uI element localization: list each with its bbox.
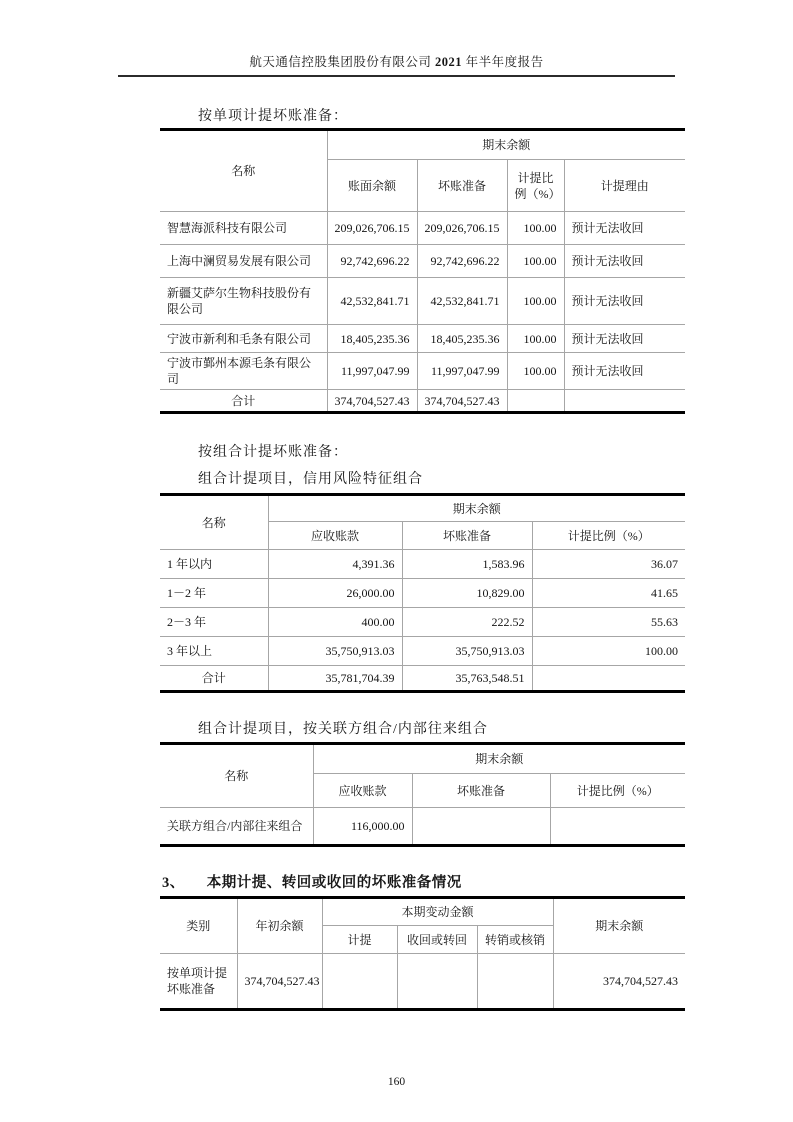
- col-header-accounts-receivable: 应收账款: [268, 522, 402, 550]
- report-header: [118, 0, 675, 77]
- related-party-portfolio-table: [160, 742, 685, 847]
- cell-category: [160, 954, 237, 1010]
- table-row: [160, 637, 685, 666]
- table-header-row: [160, 898, 685, 926]
- cell-total-label: 合计: [160, 390, 327, 413]
- section3-intro: 组合计提项目，按关联方组合/内部往来组合: [198, 722, 488, 737]
- cell-reason: 预计无法收回: [564, 245, 685, 278]
- cell-ratio: 100.00: [507, 278, 564, 325]
- table-total-row: [160, 666, 685, 692]
- cell-bad-debt: 11,997,047.99: [417, 353, 507, 390]
- col-group-header-ending-balance: 期末余额: [268, 495, 685, 522]
- col-header-provision-ratio: [507, 160, 564, 212]
- cell-receivable: 400.00: [268, 608, 402, 637]
- cell-aging-bucket: 2－3 年: [160, 608, 268, 637]
- table-row: [160, 808, 685, 846]
- cell-book-balance: 11,997,047.99: [327, 353, 417, 390]
- cell-name: 宁波市鄞州本源毛条有限公司: [160, 353, 327, 390]
- col-header-bad-debt-provision: 坏账准备: [412, 774, 550, 808]
- cell-book-balance: 18,405,235.36: [327, 325, 417, 353]
- cell-ratio: 55.63: [532, 608, 685, 637]
- cell-total-book-balance: 374,704,527.43: [327, 390, 417, 413]
- table-row: [160, 278, 685, 325]
- cell-bad-debt: 92,742,696.22: [417, 245, 507, 278]
- table-header-row: [160, 744, 685, 774]
- table-row: [160, 245, 685, 278]
- table-header-row: [160, 130, 685, 160]
- cell-reason: 预计无法收回: [564, 278, 685, 325]
- cell-name: 上海中澜贸易发展有限公司: [160, 245, 327, 278]
- col-header-recovered-reversed: 收回或转回: [397, 926, 477, 954]
- cell-total-receivable: 35,781,704.39: [268, 666, 402, 692]
- col-header-category: 类别: [160, 898, 237, 954]
- cell-book-balance: 92,742,696.22: [327, 245, 417, 278]
- table-row: [160, 212, 685, 245]
- section1-intro: 按单项计提坏账准备：: [198, 109, 348, 124]
- cell-ratio: 100.00: [507, 325, 564, 353]
- cell-bad-debt: 35,750,913.03: [402, 637, 532, 666]
- cell-ratio: 100.00: [507, 212, 564, 245]
- cell-total-reason: [564, 390, 685, 413]
- cell-recovered-reversed: [397, 954, 477, 1010]
- col-group-header-ending-balance: 期末余额: [313, 744, 685, 774]
- cell-total-ratio: [507, 390, 564, 413]
- cell-ratio: [550, 808, 685, 846]
- aging-portfolio-table: [160, 493, 685, 693]
- cell-bad-debt: 209,026,706.15: [417, 212, 507, 245]
- section2-intro2: 组合计提项目，信用风险特征组合: [198, 472, 423, 487]
- cell-ending-balance: 374,704,527.43: [553, 954, 685, 1010]
- table-row: [160, 954, 685, 1010]
- report-header-title: [118, 52, 675, 77]
- cell-aging-bucket: 3 年以上: [160, 637, 268, 666]
- cell-written-off: [477, 954, 553, 1010]
- cell-category-line2: 坏账准备: [167, 982, 216, 996]
- cell-total-ratio: [532, 666, 685, 692]
- cell-ratio: 100.00: [532, 637, 685, 666]
- cell-total-bad-debt: 374,704,527.43: [417, 390, 507, 413]
- col-header-bad-debt-provision: 坏账准备: [417, 160, 507, 212]
- table-row: [160, 608, 685, 637]
- page-number: 160: [387, 1076, 406, 1088]
- cell-receivable: 116,000.00: [313, 808, 412, 846]
- report-header-title-year: 2021: [435, 55, 462, 69]
- cell-ratio: 100.00: [507, 245, 564, 278]
- cell-bad-debt: 10,829.00: [402, 579, 532, 608]
- cell-category-line1: 按单项计提: [167, 966, 228, 980]
- cell-name: 宁波市新利和毛条有限公司: [160, 325, 327, 353]
- cell-bad-debt: 1,583.96: [402, 550, 532, 579]
- table-row: [160, 325, 685, 353]
- col-header-name: 名称: [160, 130, 327, 212]
- col-header-name: 名称: [160, 744, 313, 808]
- col-header-ending-balance: 期末余额: [553, 898, 685, 954]
- cell-reason: 预计无法收回: [564, 212, 685, 245]
- cell-reason: 预计无法收回: [564, 353, 685, 390]
- table-row: [160, 579, 685, 608]
- col-header-accounts-receivable: 应收账款: [313, 774, 412, 808]
- cell-ratio: 100.00: [507, 353, 564, 390]
- report-header-title-suffix: 年半年度报告: [462, 55, 544, 69]
- section4-heading: [162, 874, 793, 892]
- cell-book-balance: 209,026,706.15: [327, 212, 417, 245]
- cell-provision: [322, 954, 397, 1010]
- provision-movement-table: [160, 896, 685, 1011]
- col-header-bad-debt-provision: 坏账准备: [402, 522, 532, 550]
- cell-aging-bucket: 1－2 年: [160, 579, 268, 608]
- section4-number: 3、: [162, 875, 185, 891]
- section2-intro1: 按组合计提坏账准备：: [198, 445, 348, 460]
- col-header-provision-ratio: 计提比例（%）: [550, 774, 685, 808]
- cell-bad-debt: [412, 808, 550, 846]
- cell-aging-bucket: 1 年以内: [160, 550, 268, 579]
- cell-ratio: 36.07: [532, 550, 685, 579]
- table-row: [160, 353, 685, 390]
- cell-bad-debt: 42,532,841.71: [417, 278, 507, 325]
- col-header-book-balance: 账面余额: [327, 160, 417, 212]
- col-header-provision: 计提: [322, 926, 397, 954]
- col-header-provision-ratio-line1: 计提比: [517, 170, 554, 185]
- cell-receivable: 26,000.00: [268, 579, 402, 608]
- col-header-name: 名称: [160, 495, 268, 550]
- section4-heading-text: 本期计提、转回或收回的坏账准备情况: [206, 875, 462, 891]
- individual-provision-table: [160, 128, 685, 414]
- cell-total-bad-debt: 35,763,548.51: [402, 666, 532, 692]
- col-header-beginning-balance: 年初余额: [237, 898, 322, 954]
- report-header-title-prefix: 航天通信控股集团股份有限公司: [249, 55, 435, 69]
- table-row: [160, 550, 685, 579]
- cell-name: 新疆艾萨尔生物科技股份有限公司: [160, 278, 327, 325]
- cell-name: 智慧海派科技有限公司: [160, 212, 327, 245]
- col-group-header-period-movement: 本期变动金额: [322, 898, 553, 926]
- table-total-row: [160, 390, 685, 413]
- cell-reason: 预计无法收回: [564, 325, 685, 353]
- cell-bad-debt: 18,405,235.36: [417, 325, 507, 353]
- col-header-provision-ratio-line2: 例（%）: [514, 186, 561, 201]
- cell-total-label: 合计: [160, 666, 268, 692]
- table-header-row: [160, 495, 685, 522]
- col-header-provision-ratio: 计提比例（%）: [532, 522, 685, 550]
- cell-name: 关联方组合/内部往来组合: [160, 808, 313, 846]
- col-header-provision-reason: 计提理由: [564, 160, 685, 212]
- col-header-written-off: 转销或核销: [477, 926, 553, 954]
- cell-receivable: 4,391.36: [268, 550, 402, 579]
- cell-beginning-balance: 374,704,527.43: [237, 954, 322, 1010]
- cell-ratio: 41.65: [532, 579, 685, 608]
- col-group-header-ending-balance: 期末余额: [327, 130, 685, 160]
- cell-receivable: 35,750,913.03: [268, 637, 402, 666]
- cell-book-balance: 42,532,841.71: [327, 278, 417, 325]
- cell-bad-debt: 222.52: [402, 608, 532, 637]
